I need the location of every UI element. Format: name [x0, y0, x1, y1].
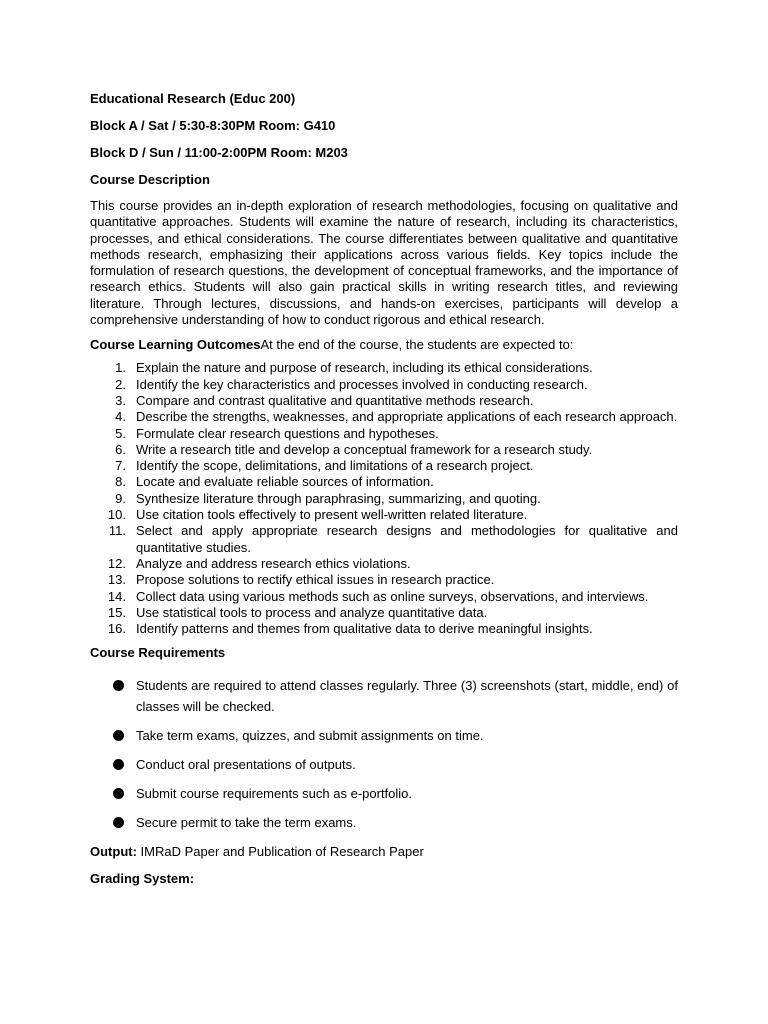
outcome-text: Select and apply appropriate research designs and methodologies for qualitative and quantitative studies. [136, 523, 678, 555]
outcome-number: 1. [115, 360, 126, 376]
outcome-text: Analyze and address research ethics violations. [136, 555, 411, 571]
course-title: Educational Research (Educ 200) [90, 91, 296, 106]
requirement-item [90, 675, 678, 717]
outcome-item [90, 589, 678, 605]
outcome-text: Use citation tools effectively to present well-written related literature. [136, 507, 528, 523]
bullet-icon [113, 680, 124, 691]
outcome-number: 12. [107, 555, 126, 571]
outcome-item [90, 491, 678, 507]
schedule-block-a: Block A / Sat / 5:30-8:30PM Room: G410 [90, 118, 336, 133]
learning-outcomes-heading [90, 336, 678, 353]
outcome-item [90, 360, 678, 376]
outcome-number: 13. [107, 572, 126, 588]
outcome-text: Explain the nature and purpose of research, including its ethical considerations. [136, 360, 593, 376]
outcome-item [90, 426, 678, 442]
outcome-item [90, 442, 678, 458]
outcome-text: Synthesize literature through paraphrasing, summarizing, and quoting. [136, 490, 541, 506]
learning-outcomes-list [90, 360, 678, 637]
outcome-number: 11. [108, 523, 126, 539]
requirement-text: Students are required to attend classes regularly. Three (3) screenshots (start, middle, end) of classes will be checked. [136, 678, 678, 715]
outcome-text: Identify patterns and themes from qualitative data to derive meaningful insights. [136, 621, 593, 637]
bullet-icon [113, 759, 124, 770]
outcome-text: Locate and evaluate reliable sources of information. [136, 474, 434, 490]
bullet-icon [113, 788, 124, 799]
outcome-item [90, 572, 678, 588]
requirement-text: Submit course requirements such as e-portfolio. [136, 786, 413, 802]
outcome-item [90, 393, 678, 409]
outcome-text: Propose solutions to rectify ethical issues in research practice. [136, 572, 495, 588]
requirement-text: Take term exams, quizzes, and submit assignments on time. [136, 728, 484, 744]
learning-outcomes-intro: At the end of the course, the students are expected to: [260, 337, 574, 353]
requirement-item [90, 812, 678, 833]
outcome-number: 14. [107, 588, 126, 604]
outcome-number: 7. [115, 458, 126, 474]
bullet-icon [113, 817, 124, 828]
outcome-item [90, 409, 678, 425]
outcome-text: Formulate clear research questions and hypotheses. [136, 425, 439, 441]
outcome-item [90, 523, 678, 556]
outcome-text: Collect data using various methods such as online surveys, observations, and interviews. [136, 588, 649, 604]
bullet-icon [113, 730, 124, 741]
outcome-text: Describe the strengths, weaknesses, and appropriate applications of each research approach. [136, 409, 678, 425]
course-description-text: This course provides an in-depth exploration of research methodologies, focusing on qualitative and quantitative approaches. Students will examine the nature of research, including its characteristics, processes, and ethical considerations. The course differentiates between qualitative and quantitative methods research, emphasizing their applications across various fields. Key topics include the formulation of research questions, the development of conceptual frameworks, and the importance of research ethics. Students will also gain practical skills in writing research titles, and reviewing literature. Through lectures, discussions, and hands-on exercises, participants will develop a comprehensive understanding of how to conduct rigorous and ethical research. [90, 198, 678, 328]
course-requirements-heading: Course Requirements [90, 645, 226, 661]
outcome-item [90, 458, 678, 474]
grading-system-heading: Grading System: [90, 871, 195, 887]
course-requirements-list [90, 675, 678, 833]
outcome-item [90, 621, 678, 637]
schedule-block-d: Block D / Sun / 11:00-2:00PM Room: M203 [90, 145, 348, 160]
course-description-heading: Course Description [90, 172, 210, 187]
outcome-number: 2. [115, 376, 126, 392]
outcome-item [90, 556, 678, 572]
requirement-text: Secure permit to take the term exams. [136, 815, 357, 831]
outcome-text: Identify the key characteristics and processes involved in conducting research. [136, 376, 588, 392]
output-label: Output: [90, 844, 137, 860]
requirement-item [90, 725, 678, 746]
outcome-text: Use statistical tools to process and analyze quantitative data. [136, 604, 488, 620]
output-line [90, 843, 678, 860]
outcome-number: 16. [107, 621, 126, 637]
outcome-number: 10. [107, 507, 126, 523]
learning-outcomes-title: Course Learning Outcomes [90, 337, 261, 353]
outcome-text: Identify the scope, delimitations, and limitations of a research project. [136, 458, 534, 474]
outcome-item [90, 474, 678, 490]
outcome-text: Write a research title and develop a conceptual framework for a research study. [136, 441, 593, 457]
outcome-number: 6. [115, 441, 126, 457]
outcome-item [90, 507, 678, 523]
output-text: IMRaD Paper and Publication of Research Paper [136, 844, 424, 860]
outcome-number: 4. [115, 409, 126, 425]
outcome-item [90, 605, 678, 621]
outcome-number: 5. [115, 425, 126, 441]
outcome-item [90, 377, 678, 393]
outcome-number: 8. [115, 474, 126, 490]
outcome-number: 15. [107, 604, 126, 620]
outcome-text: Compare and contrast qualitative and quantitative methods research. [136, 392, 534, 408]
syllabus-page [90, 90, 678, 887]
requirement-item [90, 783, 678, 804]
outcome-number: 3. [115, 392, 126, 408]
requirement-text: Conduct oral presentations of outputs. [136, 757, 356, 773]
outcome-number: 9. [115, 490, 126, 506]
requirement-item [90, 754, 678, 775]
